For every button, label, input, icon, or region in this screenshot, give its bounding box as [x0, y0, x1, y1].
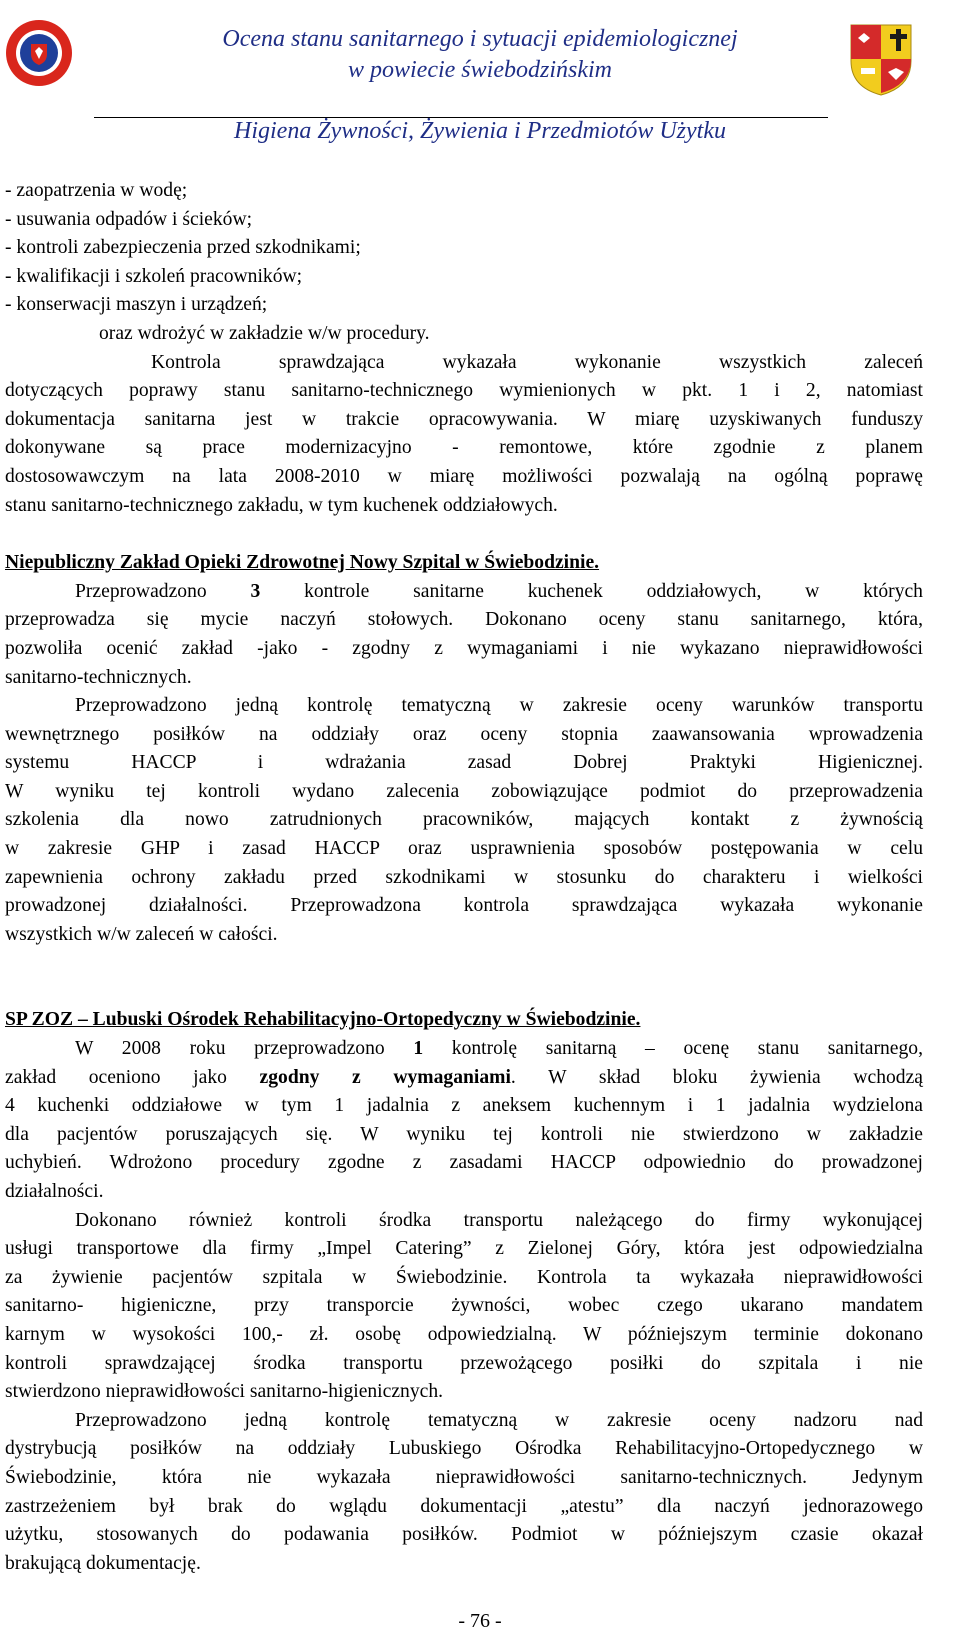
- paragraph-line: przeprowadza się mycie naczyń stołowych. Dokonano oceny stanu sanitarnego, która,: [5, 609, 923, 631]
- paragraph-line: W 2008 roku przeprowadzono 1 kontrolę sanitarną – ocenę stanu sanitarnego,: [75, 1038, 923, 1060]
- list-tail: oraz wdrożyć w zakładzie w/w procedury.: [99, 322, 430, 344]
- paragraph-line: Przeprowadzono jedną kontrolę tematyczną w zakresie oceny warunków transportu: [75, 695, 923, 717]
- list-item: - konserwacji maszyn i urządzeń;: [5, 294, 268, 316]
- paragraph-line: działalności.: [5, 1181, 104, 1202]
- paragraph-line: brakującą dokumentację.: [5, 1552, 201, 1574]
- section-title-lubuski-osrodek: SP ZOZ – Lubuski Ośrodek Rehabilitacyjno-Ortopedyczny w Świebodzinie.: [5, 1009, 641, 1031]
- paragraph-line: użytku, stosowanych do podawania posiłków. Podmiot w późniejszym czasie okazał: [5, 1524, 923, 1546]
- header-subtitle: Higiena Żywności, Żywienia i Przedmiotów Użytku: [234, 118, 726, 144]
- paragraph-line: 4 kuchenki oddziałowe w tym 1 jadalnia z aneksem kuchennym i 1 jadalnia wydzielona: [5, 1095, 923, 1117]
- paragraph-line: uchybień. Wdrożono procedury zgodne z zasadami HACCP odpowiednio do prowadzonej: [5, 1152, 923, 1174]
- coat-of-arms-logo: [848, 22, 914, 98]
- paragraph-line: Dokonano również kontroli środka transportu należącego do firmy wykonującej: [75, 1209, 923, 1231]
- paragraph-line: Przeprowadzono 3 kontrole sanitarne kuchenek oddziałowych, w których: [75, 580, 923, 602]
- list-item: - zaopatrzenia w wodę;: [5, 180, 188, 201]
- paragraph-line: W wyniku tej kontroli wydano zalecenia zobowiązujące podmiot do przeprowadzenia: [5, 780, 923, 802]
- paragraph-line: wewnętrznego posiłków na oddziały oraz oceny stopnia zaawansowania wprowadzenia: [5, 723, 923, 745]
- paragraph-line: dystrybucją posiłków na oddziały Lubuskiego Ośrodka Rehabilitacyjno-Ortopedycznego w: [5, 1438, 923, 1460]
- paragraph-line: za żywienie pacjentów szpitala w Świebodzinie. Kontrola ta wykazała nieprawidłowości: [5, 1266, 923, 1288]
- paragraph-line: dokonywane są prace modernizacyjno - remontowe, które zgodnie z planem: [5, 437, 923, 459]
- paragraph-line: stanu sanitarno-technicznego zakładu, w tym kuchenek oddziałowych.: [5, 494, 558, 516]
- list-item: - usuwania odpadów i ścieków;: [5, 208, 253, 230]
- paragraph-line: wszystkich w/w zaleceń w całości.: [5, 923, 278, 945]
- document-body: [5, 177, 923, 1578]
- paragraph-line: dokumentacja sanitarna jest w trakcie opracowywania. W miarę uzyskiwanych funduszy: [5, 408, 923, 430]
- paragraph-line: stwierdzono nieprawidłowości sanitarno-higienicznych.: [5, 1381, 444, 1403]
- list-item: - kwalifikacji i szkoleń pracowników;: [5, 265, 303, 287]
- paragraph-line: sanitarno-technicznych.: [5, 666, 192, 688]
- paragraph-line: karnym w wysokości 100,- zł. osobę odpowiedzialną. W późniejszym terminie dokonano: [5, 1323, 923, 1345]
- paragraph-line: zastrzeżeniem był brak do wglądu dokumentacji „atestu” dla naczyń jednorazowego: [5, 1495, 923, 1517]
- page-number: - 76 -: [458, 1610, 502, 1632]
- section-title-nowy-szpital: Niepubliczny Zakład Opieki Zdrowotnej Nowy Szpital w Świebodzinie.: [5, 552, 600, 574]
- paragraph-line: prowadzonej działalności. Przeprowadzona kontrola sprawdzająca wykazała wykonanie: [5, 895, 923, 917]
- paragraph-line: kontroli sprawdzającej środka transportu przewożącego posiłki do szpitala i nie: [5, 1352, 923, 1374]
- sanitary-inspection-logo: [4, 18, 74, 88]
- paragraph-line: pozwoliła ocenić zakład -jako - zgodny z wymaganiami i nie wykazano nieprawidłowości: [5, 637, 923, 659]
- paragraph-line: Świebodzinie, która nie wykazała nieprawidłowości sanitarno-technicznych. Jedynym: [5, 1466, 923, 1488]
- paragraph-line: zapewnienia ochrony zakładu przed szkodnikami w stosunku do charakteru i wielkości: [5, 866, 923, 888]
- paragraph-line: dostosowawczym na lata 2008-2010 w miarę możliwości pozwalają na ogólną poprawę: [5, 465, 923, 487]
- paragraph-line: sanitarno- higieniczne, przy transporcie żywności, wobec czego ukarano mandatem: [5, 1295, 923, 1317]
- paragraph-line: dotyczących poprawy stanu sanitarno-technicznego wymienionych w pkt. 1 i 2, natomiast: [5, 380, 923, 402]
- paragraph-line: usługi transportowe dla firmy „Impel Catering” z Zielonej Góry, która jest odpowiedzialna: [5, 1238, 923, 1260]
- paragraph-line: Kontrola sprawdzająca wykazała wykonanie wszystkich zaleceń: [151, 351, 923, 373]
- paragraph-line: dla pacjentów poruszających się. W wyniku tej kontroli nie stwierdzono w zakładzie: [5, 1123, 923, 1145]
- paragraph-line: Przeprowadzono jedną kontrolę tematyczną w zakresie oceny nadzoru nad: [75, 1409, 923, 1431]
- paragraph-line: szkolenia dla nowo zatrudnionych pracowników, mających kontakt z żywnością: [5, 809, 923, 831]
- paragraph-line: w zakresie GHP i zasad HACCP oraz usprawnienia sposobów postępowania w celu: [5, 838, 923, 860]
- header-title-line2: w powiecie świebodzińskim: [348, 57, 612, 83]
- header-title-line1: Ocena stanu sanitarnego i sytuacji epidemiologicznej: [222, 26, 738, 52]
- list-item: - kontroli zabezpieczenia przed szkodnikami;: [5, 237, 361, 259]
- paragraph-line: systemu HACCP i wdrażania zasad Dobrej Praktyki Higienicznej.: [5, 752, 923, 774]
- paragraph-line: zakład oceniono jako zgodny z wymaganiami. W skład bloku żywienia wchodzą: [5, 1066, 923, 1088]
